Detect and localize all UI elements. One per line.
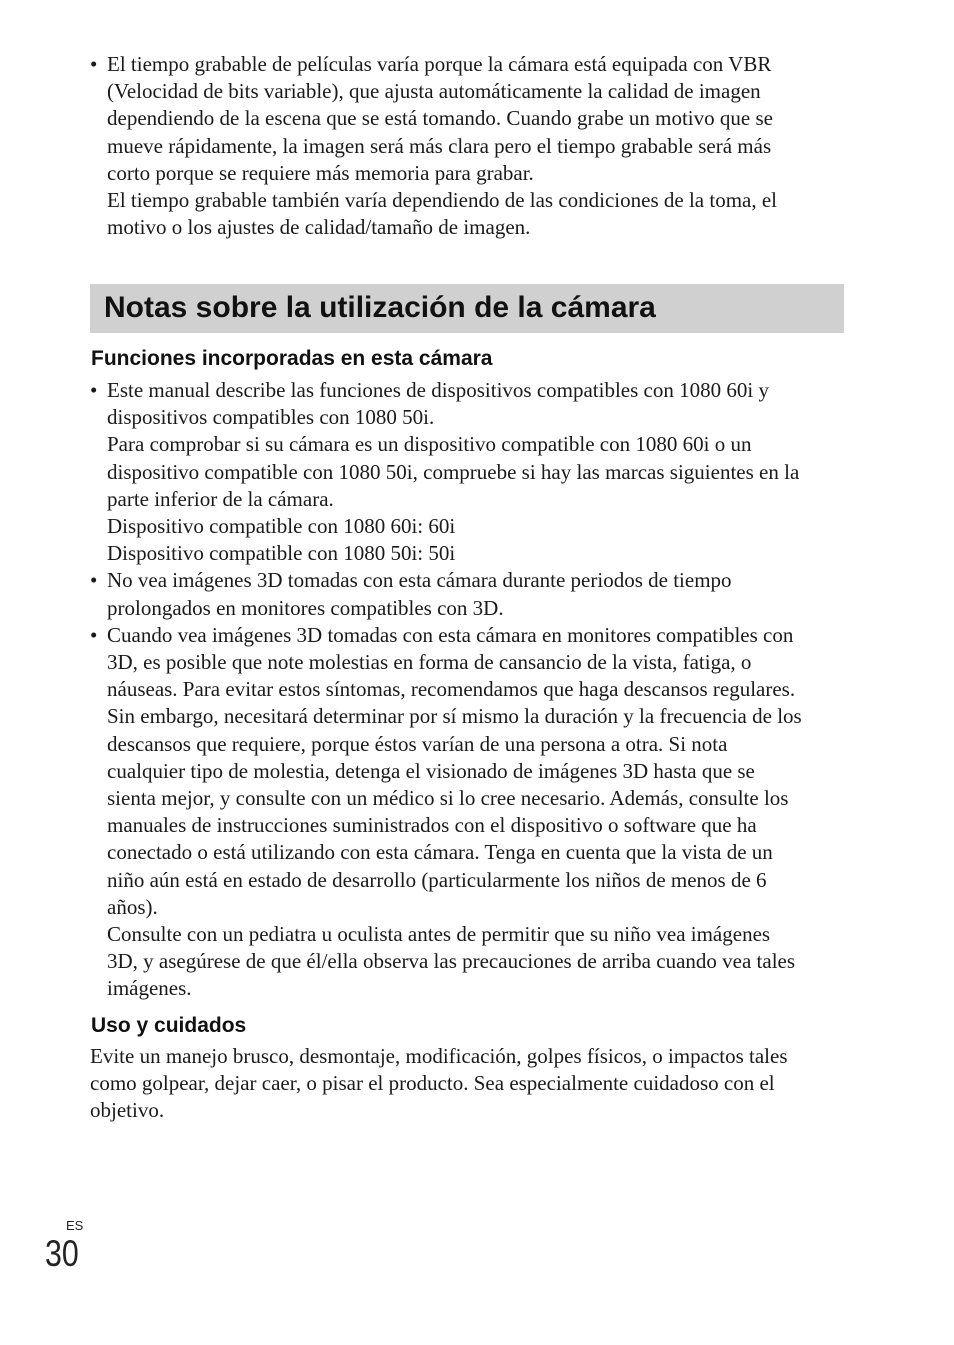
text-line: objetivo. (90, 1098, 165, 1123)
section-title-bar (90, 284, 844, 333)
text-line: Este manual describe las funciones de dispositivos compatibles con 1080 60i y (107, 378, 769, 402)
bullet-marker: • (90, 378, 98, 402)
text-line: dependiendo de la escena que se está tomando. Cuando grabe un motivo que se (107, 106, 773, 131)
text-line: Evite un manejo brusco, desmontaje, modificación, golpes físicos, o impactos tales (90, 1044, 788, 1068)
text-line: Consulte con un pediatra u oculista antes de permitir que su niño vea imágenes (107, 922, 771, 947)
page-number: 30 (45, 1233, 79, 1274)
text-line: prolongados en monitores compatibles con 3D. (107, 595, 504, 620)
funciones-bullet-item (90, 622, 850, 1003)
text-line: parte inferior de la cámara. (107, 486, 334, 511)
text-line: El tiempo grabable de películas varía porque la cámara está equipada con VBR (107, 52, 772, 76)
funciones-heading: Funciones incorporadas en esta cámara (91, 347, 493, 370)
text-line: sienta mejor, y consulte con un médico si lo cree necesario. Además, consulte los (107, 786, 789, 811)
text-line: imágenes. (107, 976, 192, 1001)
text-line: como golpear, dejar caer, o pisar el producto. Sea especialmente cuidadoso con el (90, 1071, 775, 1096)
text-line: Dispositivo compatible con 1080 60i: 60i (107, 514, 456, 539)
funciones-bullet-item (90, 567, 850, 621)
text-line: dispositivos compatibles con 1080 50i. (107, 405, 435, 430)
intro-bullet-item (90, 51, 850, 241)
text-line: cualquier tipo de molestia, detenga el visionado de imágenes 3D hasta que se (107, 758, 755, 783)
text-line: 3D, y asegúrese de que él/ella observa las precauciones de arriba cuando vea tales (107, 949, 796, 974)
text-line: No vea imágenes 3D tomadas con esta cámara durante periodos de tiempo (107, 568, 732, 593)
text-line: conectado o está utilizando con esta cámara. Tenga en cuenta que la vista de un (107, 840, 773, 865)
text-line: motivo o los ajustes de calidad/tamaño de imagen. (107, 215, 531, 240)
text-line: manuales de instrucciones suministrados con el dispositivo o software que ha (107, 813, 757, 838)
text-line: niño aún está en estado de desarrollo (particularmente los niños de menos de 6 (107, 867, 767, 892)
text-line: (Velocidad de bits variable), que ajusta automáticamente la calidad de imagen (107, 79, 761, 104)
text-line: mueve rápidamente, la imagen será más clara pero el tiempo grabable será más (107, 133, 772, 158)
text-line: años). (107, 894, 158, 919)
bullet-marker: • (90, 568, 98, 593)
funciones-bullet-list (90, 377, 850, 1003)
uso-heading: Uso y cuidados (91, 1014, 247, 1037)
text-line: Cuando vea imágenes 3D tomadas con esta cámara en monitores compatibles con (107, 622, 794, 647)
section-title: Notas sobre la utilización de la cámara (104, 291, 656, 324)
language-code: ES (66, 1218, 84, 1233)
bullet-marker: • (90, 52, 98, 76)
text-line: 3D, es posible que note molestias en forma de cansancio de la vista, fatiga, o (107, 650, 752, 675)
text-line: El tiempo grabable también varía dependiendo de las condiciones de la toma, el (107, 188, 778, 213)
bullet-marker: • (90, 622, 98, 647)
text-line: Para comprobar si su cámara es un dispositivo compatible con 1080 60i o un (107, 432, 752, 457)
text-line: corto porque se requiere más memoria para grabar. (107, 160, 534, 185)
text-line: descansos que requiere, porque éstos varían de una persona a otra. Si nota (107, 731, 728, 756)
intro-bullet-block (90, 51, 850, 241)
text-line: Sin embargo, necesitará determinar por sí mismo la duración y la frecuencia de los (107, 704, 802, 729)
text-line: Dispositivo compatible con 1080 50i: 50i (107, 541, 456, 566)
text-line: dispositivo compatible con 1080 50i, compruebe si hay las marcas siguientes en la (107, 459, 800, 484)
text-line: náuseas. Para evitar estos síntomas, recomendamos que haga descansos regulares. (107, 677, 796, 702)
uso-paragraph (90, 1043, 850, 1125)
funciones-bullet-item (90, 377, 850, 567)
